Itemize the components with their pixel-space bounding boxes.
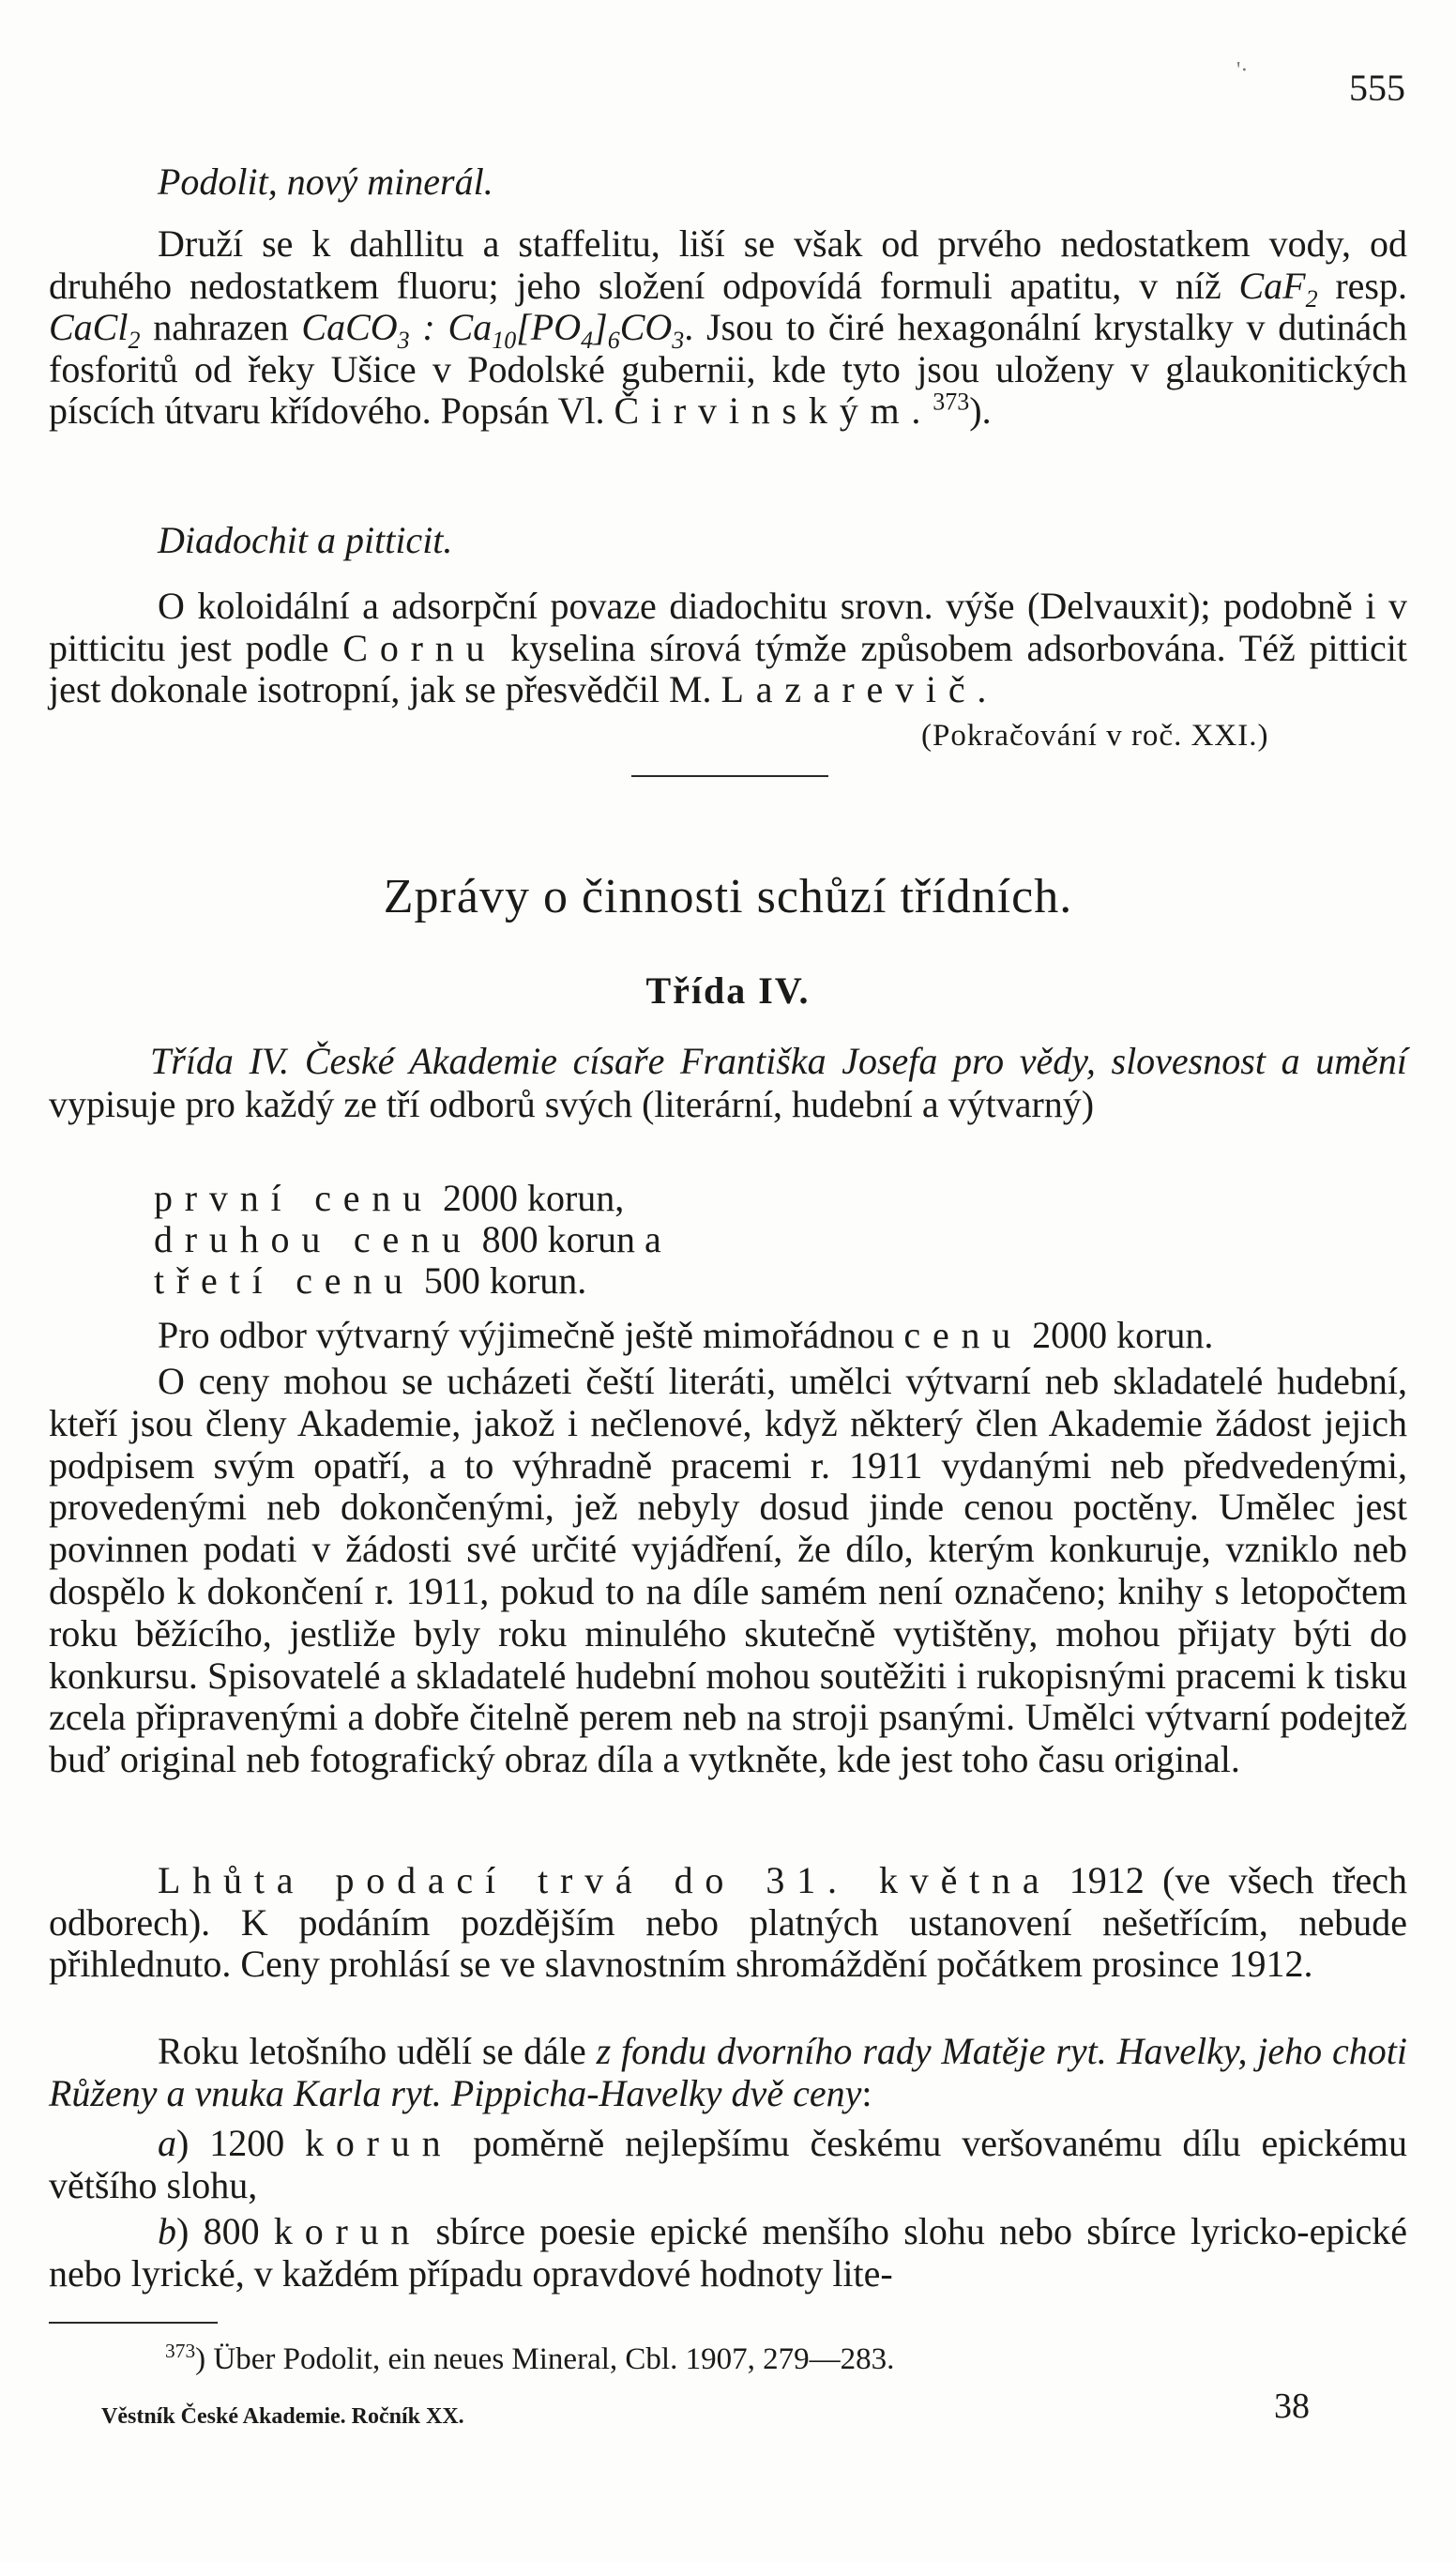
prize-item-b: b) 800 korun sbírce poesie epické menšího slohu nebo sbírce lyricko-epické nebo lyrické, v každém případu opravdové hodnoty lite- bbox=[49, 2210, 1407, 2295]
section-title: Zprávy o činnosti schůzí třídních. bbox=[383, 870, 1073, 923]
author-lazarevic: Lazarevič. bbox=[720, 668, 999, 710]
diadochit-heading: Diadochit a pitticit. bbox=[158, 519, 453, 561]
trida-intro: Třída IV. České Akademie císaře Františka Josefa pro vědy, slovesnost a umění vypisuje pro každý ze tří odborů svých (literární, hudební a výtvarný) bbox=[49, 1040, 1407, 1125]
continuation-note: (Pokračování v roč. XXI.) bbox=[921, 719, 1269, 753]
prize-first: první cenu 2000 korun, bbox=[154, 1177, 625, 1219]
formula-cacl2: CaCl$_2$ bbox=[49, 306, 141, 354]
sheet-number: 38 bbox=[1274, 2387, 1310, 2426]
footnote-373: $^{373}$) Über Podolit, ein neues Mineral, Cbl. 1907, 279—283. bbox=[165, 2340, 895, 2376]
journal-footer: Věstník České Akademie. Ročník XX. bbox=[101, 2404, 464, 2429]
prize-item-a: a) 1200 korun poměrně nejlepšímu českému veršovanému dílu epickému většího slohu, bbox=[49, 2122, 1407, 2206]
footnote-divider bbox=[49, 2322, 218, 2324]
formula-caf2: CaF$_2$ bbox=[1238, 264, 1318, 313]
section-divider bbox=[631, 775, 828, 777]
prize-extra: Pro odbor výtvarný výjimečně ještě mimořádnou cenu 2000 korun. bbox=[158, 1314, 1214, 1356]
diadochit-paragraph: O koloidální a adsorpční povaze diadochitu srovn. výše (Delvauxit); podobně i v pitticitu jest podle Cornu kyselina sírová týmže způsobem adsorbována. Též pitticit jest dokonale isotropní, jak se přesvědčil M. Lazarevič. bbox=[49, 585, 1407, 710]
top-mark: '· bbox=[1236, 58, 1249, 83]
prize-second: druhou cenu 800 korun a bbox=[154, 1218, 661, 1260]
author-cirvinsky: Čirvinským. bbox=[614, 389, 933, 432]
podolit-paragraph: Druží se k dahllitu a staffelitu, liší se však od prvého nedostatkem vody, od druhého nedostatkem fluoru; jeho složení odpovídá formuli apatitu, v níž CaF$_2$ resp. CaCl$_2$ nahrazen CaCO$_3$ : $Ca_{10}[PO_4]_6CO_3$. Jsou to čiré hexagonální krystalky v dutinách fosforitů od řeky Ušice v Podolské gubernii, kde tyto jsou uloženy v glaukonitických píscích útvaru křídového. Popsán Vl. Čirvinským.$^{373}$). bbox=[49, 222, 1408, 432]
deadline-paragraph: Lhůta podací trvá do 31. května 1912 (ve všech třech odborech). K podáním pozdějším nebo platných ustanovení nešetřícím, nebude přihlednuto. Ceny prohlásí se ve slavnostním shromáždění počátkem prosince 1912. bbox=[49, 1859, 1407, 1985]
podolit-heading: Podolit, nový minerál. bbox=[158, 160, 493, 203]
section-subtitle: Třída IV. bbox=[645, 969, 811, 1012]
prize-third: třetí cenu 500 korun. bbox=[154, 1259, 587, 1302]
page-number: 555 bbox=[1349, 67, 1405, 109]
formula-apatite: CaCO$_3$ : $Ca_{10}[PO_4]_6CO_3$ bbox=[301, 306, 685, 354]
author-cornu: Cornu bbox=[342, 626, 497, 669]
havelka-paragraph: Roku letošního udělí se dále z fondu dvorního rady Matěje ryt. Havelky, jeho choti Růženy a vnuka Karla ryt. Pippicha-Havelky dvě ceny: bbox=[49, 2030, 1408, 2114]
footnote-ref-373: 373 bbox=[933, 388, 970, 416]
conditions-paragraph: O ceny mohou se ucházeti čeští literáti, umělci výtvarní neb skladatelé hudební, kteří jsou členy Akademie, jakož i nečlenové, když některý člen Akademie žádost jejich podpisem svým opatří, a to výhradně pracemi r. 1911 vydanými neb předvedenými, provedenými neb dokončenými, jež nebyly dosud jinde cenou poctěny. Umělec jest povinnen podati v žádosti své určité vyjádření, že dílo, kterým konkuruje, vzniklo neb dospělo k dokončení r. 1911, pokud to na díle samém není označeno; knihy s letopočtem roku běžícího, jestliže byly roku minulého skutečně vytištěny, mohou přijaty býti do konkursu. Spisovatelé a skladatelé hudební mohou soutěžiti i rukopisnými pracemi k tisku zcela připravenými a dobře čitelně perem neb na stroji psanými. Umělci výtvarní podejtež buď original neb fotografický obraz díla a vytkněte, kde jest toho času original. bbox=[49, 1360, 1407, 1781]
